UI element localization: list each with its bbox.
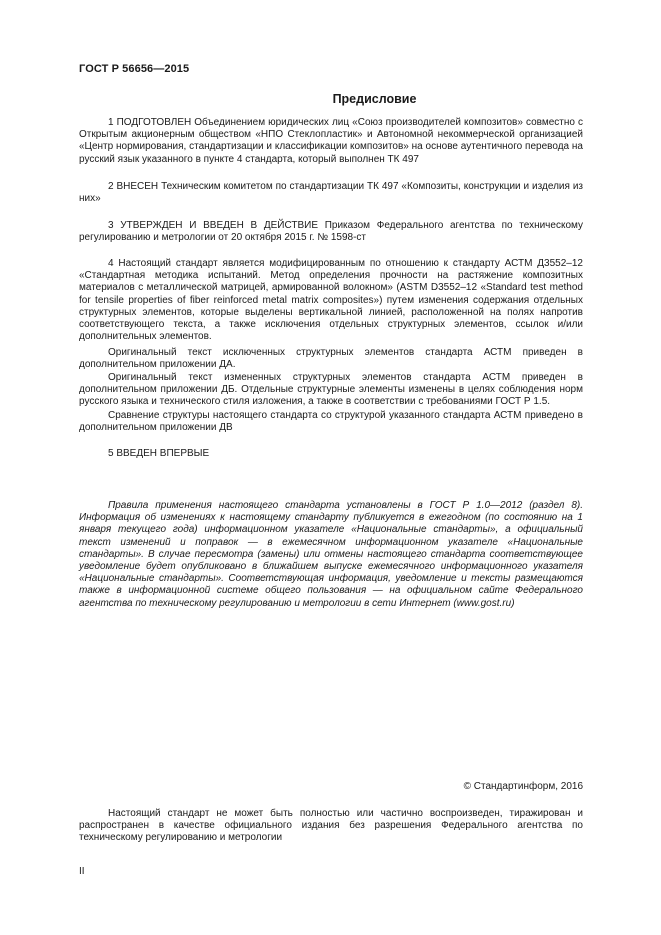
standard-id: ГОСТ Р 56656—2015 <box>79 63 190 75</box>
paragraph-approved: 3 УТВЕРЖДЕН И ВВЕДЕН В ДЕЙСТВИЕ Приказом Федерального агентства по техническому регулированию и метрологии от 20 октября 2015 г. № 1598-ст <box>79 220 583 244</box>
application-rules-notice <box>79 500 583 610</box>
paragraph-appendix-db: Оригинальный текст измененных структурных элементов стандарта АСТМ приведен в дополнительном приложении ДБ. Отдельные структурные элементы изменены в целях соблюдения норм русского языка и технического стиля изложения, а также в соответствии с требованиями ГОСТ Р 1.5. <box>79 372 583 408</box>
paragraph-introduced: 2 ВНЕСЕН Техническим комитетом по стандартизации ТК 497 «Композиты, конструкции и изделия из них» <box>79 181 583 205</box>
reproduction-notice: Настоящий стандарт не может быть полностью или частично воспроизведен, тиражирован и распространен в качестве официального издания без разрешения Федерального агентства по техническому регулированию и метрологии <box>79 808 583 844</box>
copyright: © Стандартинформ, 2016 <box>463 781 583 792</box>
paragraph-first-introduced: 5 ВВЕДЕН ВПЕРВЫЕ <box>108 448 210 459</box>
paragraph-prepared: 1 ПОДГОТОВЛЕН Объединением юридических лиц «Союз производителей композитов» совместно с Открытым акционерным обществом «НПО Стеклопластик» и Автономной некоммерческой организацией «Центр нормирования, стандартизации и классификации композитов» на основе аутентичного перевода на русский язык указанного в пункте 4 стандарта, который выполнен ТК 497 <box>79 117 583 165</box>
paragraph-appendix-dv: Сравнение структуры настоящего стандарта со структурой указанного стандарта АСТМ приведено в дополнительном приложении ДВ <box>79 410 583 434</box>
page-title: Предисловие <box>332 92 417 106</box>
paragraph-appendix-da: Оригинальный текст исключенных структурных элементов стандарта АСТМ приведен в дополнительном приложении ДА. <box>79 347 583 371</box>
paragraph-modified-standard: 4 Настоящий стандарт является модифицированным по отношению к стандарту АСТМ Д3552–12 «Стандартная методика испытаний. Метод определения прочности на растяжение композитных материалов с металлической матрицей, армированной волокном» (ASTM D3552–12 «Standard test method for tensile properties of fiber reinforced metal matrix composites») путем изменения содержания отдельных структурных элементов, которые выделены вертикальной линией, расположенной на полях напротив соответствующего текста, а также исключения отдельных структурных элементов, ссылок и/или дополнительных элементов. <box>79 258 583 343</box>
page-number: II <box>79 866 85 877</box>
application-rules-text: Правила применения настоящего стандарта установлены в ГОСТ Р 1.0—2012 (раздел 8). Информация об изменениях к настоящему стандарту публикуется в ежегодном (по состоянию на 1 января текущего года) информационном указателе «Национальные стандарты», а официальный текст изменений и поправок — в ежемесячном информационном указателе «Национальные стандарты». В случае пересмотра (замены) или отмены настоящего стандарта соответствующее уведомление будет опубликовано в ближайшем выпуске ежемесячного информационного указателя «Национальные стандарты». Соответствующая информация, уведомление и тексты размещаются также в информационной системе общего пользования — на официальном сайте Федерального агентства по техническому регулированию и метрологии в сети Интернет (www.gost.ru) <box>79 500 583 609</box>
